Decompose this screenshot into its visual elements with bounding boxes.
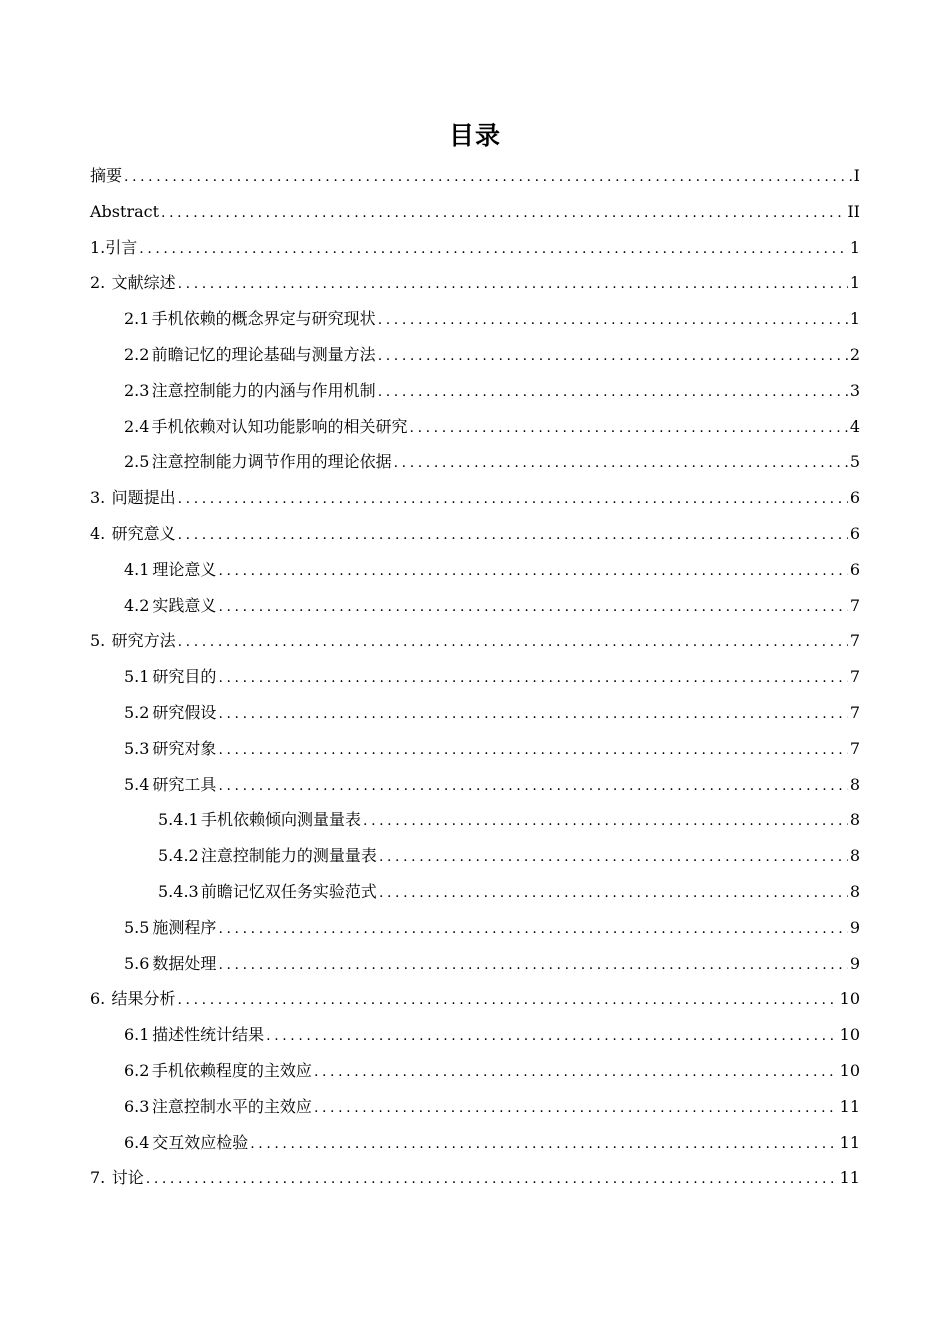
toc-entry-page: 1	[849, 273, 860, 293]
toc-entry-page: II	[847, 201, 860, 221]
toc-leader	[161, 196, 845, 232]
toc-leader	[218, 697, 847, 733]
toc-entry-page: 7	[849, 631, 860, 651]
toc-entry-5-4-1[interactable]	[90, 802, 860, 838]
toc-entry-3[interactable]	[90, 480, 860, 516]
toc-leader	[250, 1127, 837, 1163]
toc-entry-page: 6	[849, 523, 860, 543]
toc-leader	[178, 983, 838, 1019]
toc-leader	[178, 267, 848, 303]
toc-entry-page: 10	[839, 1060, 860, 1080]
toc-entry-page: 7	[849, 738, 860, 758]
toc-entry-text: 手机依赖程度的主效应	[151, 1060, 312, 1080]
toc-entry-7[interactable]	[90, 1160, 860, 1196]
toc-entry-2-1[interactable]	[90, 301, 860, 337]
toc-entry-text: 研究假设	[152, 702, 217, 722]
toc-entry-text: 注意控制能力的测量量表	[200, 846, 377, 866]
toc-leader	[378, 375, 848, 411]
toc-entry-number: 4.1	[124, 559, 150, 579]
toc-entry-4[interactable]	[90, 516, 860, 552]
toc-entry-number: 2.2	[124, 344, 150, 364]
toc-entry-page: I	[853, 166, 860, 185]
toc-entry-text: 注意控制能力调节作用的理论依据	[151, 452, 392, 472]
toc-leader	[218, 912, 847, 948]
toc-leader	[218, 769, 847, 805]
toc-entry-text: 研究意义	[111, 523, 176, 543]
toc-leader	[314, 1091, 838, 1127]
toc-entry-text: 理论意义	[152, 559, 217, 579]
toc-entry-number: 3.	[90, 488, 106, 508]
toc-entry-number: 7.	[90, 1168, 106, 1188]
toc-leader	[218, 590, 847, 626]
toc-entry-page: 6	[849, 488, 860, 508]
toc-entry-text: 注意控制水平的主效应	[151, 1096, 312, 1116]
toc-entry-2-5[interactable]	[90, 444, 860, 480]
toc-entry-number: 6.	[90, 989, 106, 1009]
toc-entry-number: 2.3	[124, 380, 150, 400]
toc-entry-text: 描述性统计结果	[152, 1025, 265, 1045]
toc-entry-page: 1	[849, 309, 860, 329]
toc-leader	[139, 232, 848, 268]
toc-entry-text: 施测程序	[152, 917, 217, 937]
toc-entry-number: 5.4.3	[158, 881, 199, 901]
toc-entry-number: 6.1	[124, 1025, 150, 1045]
toc-leader	[218, 554, 847, 590]
toc-entry-page: 10	[839, 1025, 860, 1045]
toc-entry-text: Abstract	[90, 201, 160, 221]
toc-entry-number: 1.	[90, 237, 106, 257]
toc-leader	[178, 518, 848, 554]
toc-entry-6-1[interactable]	[90, 1017, 860, 1053]
toc-entry-5-1[interactable]	[90, 659, 860, 695]
toc-title: 目录	[448, 121, 501, 150]
toc-entry-2-3[interactable]	[90, 373, 860, 409]
toc-entry-number: 4.	[90, 523, 106, 543]
toc-entry-4-2[interactable]	[90, 588, 860, 624]
toc-entry-number: 5.1	[124, 667, 150, 687]
toc-entry-text: 研究对象	[152, 738, 217, 758]
toc-entry-4-1[interactable]	[90, 552, 860, 588]
toc-entry-page: 8	[849, 881, 860, 901]
toc-entry-text: 交互效应检验	[152, 1132, 249, 1152]
toc-leader	[363, 804, 848, 840]
toc-entry-text: 摘要	[90, 166, 123, 185]
toc-entry-text: 数据处理	[152, 953, 217, 973]
toc-entry-number: 5.4.1	[158, 810, 199, 830]
toc-entry-page: 11	[839, 1096, 860, 1116]
toc-entry-6[interactable]	[90, 981, 860, 1017]
toc-leader	[146, 1162, 838, 1198]
toc-entry-5-4-3[interactable]	[90, 874, 860, 910]
toc-entry-number: 5.5	[124, 917, 150, 937]
toc-entry-abstract-en[interactable]	[90, 194, 860, 230]
toc-entry-number: 5.	[90, 631, 106, 651]
toc-entry-number: 5.6	[124, 953, 150, 973]
toc-entry-2-4[interactable]	[90, 409, 860, 445]
toc-entry-page: 7	[849, 595, 860, 615]
toc-leader	[410, 411, 848, 447]
toc-entry-number: 4.2	[124, 595, 150, 615]
toc-entry-text: 研究方法	[111, 631, 176, 651]
toc-entry-text: 研究工具	[152, 774, 217, 794]
toc-leader	[218, 733, 847, 769]
toc-entry-number: 6.3	[124, 1096, 150, 1116]
toc-entry-page: 10	[839, 989, 860, 1009]
toc-leader	[314, 1055, 838, 1091]
toc-entry-page: 7	[849, 667, 860, 687]
toc-entry-page: 5	[849, 452, 860, 472]
toc-entry-abstract-cn[interactable]	[90, 158, 860, 194]
toc-entry-number: 2.4	[124, 416, 150, 436]
toc-entry-number: 2.5	[124, 452, 150, 472]
toc-entry-text: 手机依赖对认知功能影响的相关研究	[151, 416, 408, 436]
toc-entry-text: 实践意义	[152, 595, 217, 615]
toc-entry-5-3[interactable]	[90, 731, 860, 767]
toc-entry-5-4-2[interactable]	[90, 838, 860, 874]
toc-entry-text: 手机依赖的概念界定与研究现状	[151, 309, 376, 329]
toc-entry-number: 6.4	[124, 1132, 150, 1152]
toc-entry-text: 前瞻记忆双任务实验范式	[200, 881, 377, 901]
toc-entry-number: 2.	[90, 273, 106, 293]
toc-leader	[178, 482, 848, 518]
toc-entry-page: 6	[849, 559, 860, 579]
toc-entry-5[interactable]	[90, 623, 860, 659]
toc-leader	[378, 303, 848, 339]
toc-entry-2[interactable]	[90, 265, 860, 301]
toc-entry-page: 9	[849, 917, 860, 937]
toc-entry-5-2[interactable]	[90, 695, 860, 731]
toc-leader	[218, 661, 847, 697]
toc-entry-page: 3	[849, 380, 860, 400]
toc-entry-page: 9	[849, 953, 860, 973]
toc-list	[90, 158, 860, 1196]
toc-entry-page: 7	[849, 702, 860, 722]
toc-entry-6-3[interactable]	[90, 1089, 860, 1125]
toc-leader	[378, 339, 848, 375]
toc-entry-1[interactable]	[90, 230, 860, 266]
toc-entry-number: 5.4.2	[158, 846, 199, 866]
toc-entry-text: 引言	[105, 237, 138, 257]
toc-entry-2-2[interactable]	[90, 337, 860, 373]
toc-entry-6-2[interactable]	[90, 1053, 860, 1089]
toc-entry-page: 11	[839, 1132, 860, 1152]
toc-entry-page: 1	[849, 237, 860, 257]
toc-entry-5-5[interactable]	[90, 910, 860, 946]
toc-entry-text: 手机依赖倾向测量量表	[201, 810, 362, 830]
toc-entry-text: 注意控制能力的内涵与作用机制	[151, 380, 376, 400]
toc-entry-text: 结果分析	[111, 989, 176, 1009]
toc-entry-page: 11	[839, 1168, 860, 1188]
toc-leader	[379, 840, 848, 876]
toc-entry-text: 前瞻记忆的理论基础与测量方法	[151, 344, 376, 364]
toc-leader	[394, 446, 848, 482]
toc-entry-number: 6.2	[124, 1060, 150, 1080]
toc-entry-page: 2	[849, 344, 860, 364]
toc-entry-page: 8	[849, 774, 860, 794]
toc-entry-text: 问题提出	[111, 488, 176, 508]
toc-entry-page: 4	[849, 416, 860, 436]
toc-leader	[266, 1019, 837, 1055]
toc-entry-page: 8	[849, 810, 860, 830]
toc-leader	[178, 625, 848, 661]
toc-entry-5-4[interactable]	[90, 767, 860, 803]
toc-entry-number: 5.2	[124, 702, 150, 722]
toc-leader	[379, 876, 848, 912]
toc-entry-number: 5.3	[124, 738, 150, 758]
toc-entry-5-6[interactable]	[90, 946, 860, 982]
toc-entry-text: 研究目的	[152, 667, 217, 687]
toc-entry-number: 2.1	[124, 309, 150, 329]
toc-entry-text: 讨论	[111, 1168, 144, 1188]
toc-entry-number: 5.4	[124, 774, 150, 794]
toc-entry-6-4[interactable]	[90, 1125, 860, 1161]
toc-entry-page: 8	[849, 846, 860, 866]
toc-entry-text: 文献综述	[111, 273, 176, 293]
toc-leader	[218, 948, 847, 984]
toc-leader	[124, 160, 852, 196]
